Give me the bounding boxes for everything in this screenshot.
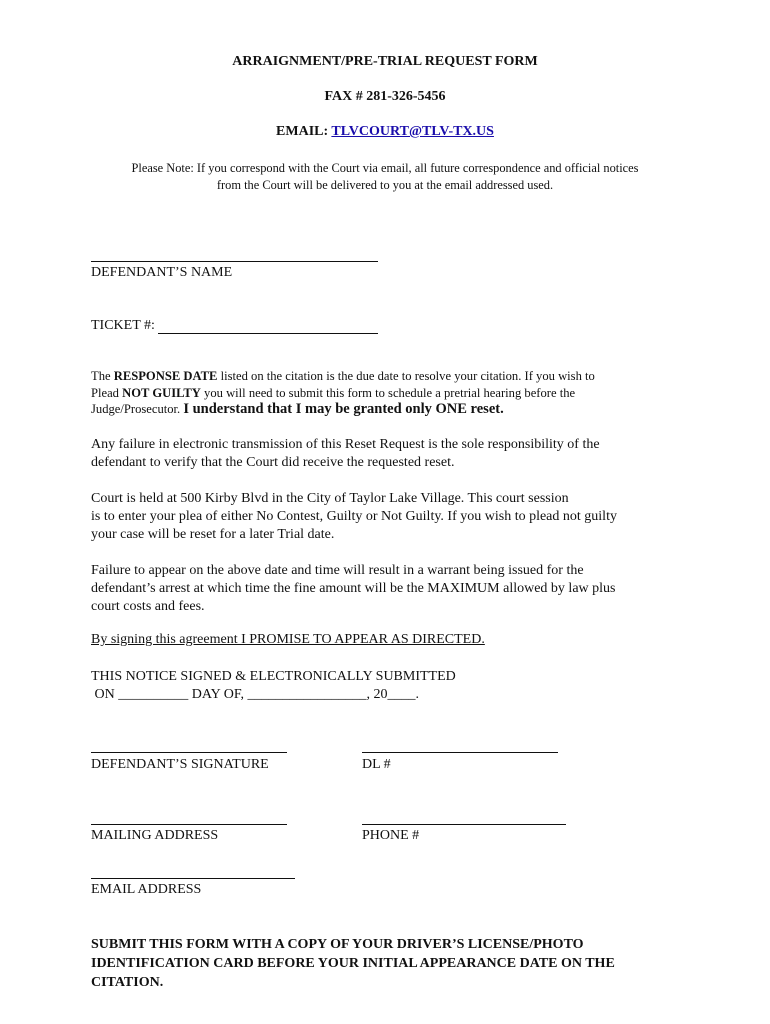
email-line bbox=[0, 124, 770, 140]
email-prefix: EMAIL: bbox=[276, 124, 332, 139]
phone-label: PHONE # bbox=[362, 828, 420, 843]
mailing-label: MAILING ADDRESS bbox=[91, 828, 219, 843]
email-address-line[interactable] bbox=[91, 878, 295, 879]
court-paragraph: Court is held at 500 Kirby Blvd in the City of Taylor Lake Village. This court session is to enter your plea of either No Contest, Guilty or Not Guilty. If you wish to plead not guilty your case will be reset for a later Trial date. bbox=[91, 491, 617, 542]
note-line-2: from the Court will be delivered to you at the email addressed used. bbox=[216, 177, 554, 192]
response-paragraph: The RESPONSE DATE listed on the citation is the due date to resolve your citation. If you wish to Plead NOT GUILTY you will need to submit this form to schedule a pretrial hearing before the Judge/Prosecutor. I understand that I may be granted only ONE reset. bbox=[91, 369, 595, 417]
fax-number: FAX # 281-326-5456 bbox=[324, 89, 446, 104]
notice-paragraph: THIS NOTICE SIGNED & ELECTRONICALLY SUBMITTED ON __________ DAY OF, _________________, 20____. bbox=[91, 669, 456, 702]
form-title: ARRAIGNMENT/PRE-TRIAL REQUEST FORM bbox=[232, 54, 538, 69]
signature-label: DEFENDANT’S SIGNATURE bbox=[91, 757, 269, 772]
dl-line[interactable] bbox=[362, 752, 558, 753]
dl-label: DL # bbox=[362, 757, 391, 772]
mailing-line[interactable] bbox=[91, 824, 287, 825]
defendant-name-line[interactable] bbox=[91, 261, 378, 262]
signature-line[interactable] bbox=[91, 752, 287, 753]
promise-statement: By signing this agreement I PROMISE TO APPEAR AS DIRECTED. bbox=[91, 632, 485, 647]
transmission-paragraph: Any failure in electronic transmission of this Reset Request is the sole responsibility of the defendant to verify that the Court did receive the requested reset. bbox=[91, 437, 600, 470]
failure-appear-paragraph: Failure to appear on the above date and time will result in a warrant being issued for the defendant’s arrest at which time the fine amount will be the MAXIMUM allowed by law plus court costs and fees. bbox=[91, 563, 616, 614]
submit-instruction: SUBMIT THIS FORM WITH A COPY OF YOUR DRIVER’S LICENSE/PHOTO IDENTIFICATION CARD BEFORE YOUR INITIAL APPEARANCE DATE ON THE CITATION. bbox=[91, 937, 615, 990]
defendant-name-label: DEFENDANT’S NAME bbox=[91, 265, 233, 280]
note-line-1: Please Note: If you correspond with the Court via email, all future correspondence and official notices bbox=[131, 161, 639, 175]
email-note bbox=[0, 160, 770, 193]
ticket-line[interactable] bbox=[158, 333, 378, 334]
email-address-label: EMAIL ADDRESS bbox=[91, 882, 202, 897]
ticket-label: TICKET #: bbox=[91, 318, 155, 333]
phone-line[interactable] bbox=[362, 824, 566, 825]
email-link[interactable]: TLVCOURT@TLV-TX.US bbox=[331, 124, 494, 139]
